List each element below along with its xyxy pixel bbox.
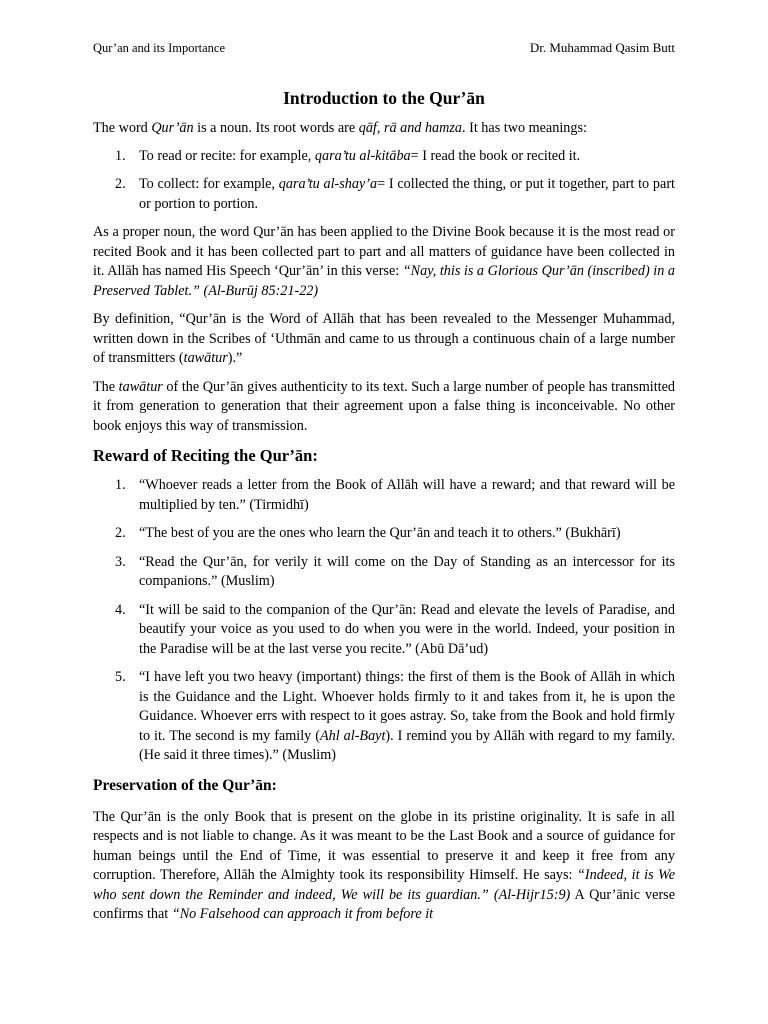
list-item: 2. To collect: for example, qara’tu al-shay’a= I collected the thing, or put it together, part to part or portion to portion.: [115, 176, 675, 212]
list-item: 5. “I have left you two heavy (important) things: the first of them is the Book of Allāh in which is the Guidance and the Light. Whoever holds firmly to it and takes from it, he is upon the Guidance. Whoever errs with respect to it goes astray. So, take from the Book and hold firmly to it. The second is my family (Ahl al-Bayt). I remind you by Allāh with regard to my family. (He said it three times).” (Muslim): [115, 669, 676, 763]
header-right: Dr. Muhammad Qasim Butt: [529, 40, 675, 55]
reward-heading: Reward of Reciting the Qur’ān:: [93, 446, 318, 465]
definition-paragraph: By definition, “Qur’ān is the Word of Allāh that has been revealed to the Messenger Muhammad, written down in the Scribes of ‘Uthmān and came to us through a continuous chain of a large number of transmitters (tawātur).”: [93, 311, 675, 366]
list-item: 1. “Whoever reads a letter from the Book of Allāh will have a reward; and that reward will be multiplied by ten.” (Tirmidhī): [115, 477, 675, 513]
list-item: 2. “The best of you are the ones who learn the Qur’ān and teach it to others.” (Bukhārī): [115, 525, 621, 541]
proper-noun-paragraph: As a proper noun, the word Qur’ān has been applied to the Divine Book because it is the most read or recited Book and it has been collected part to part and all matters of guidance have been collected in it. Allāh has named His Speech ‘Qur’ān’ in this verse: “Nay, this is a Glorious Qur’ān (inscribed) in a Preserved Tablet.” (Al-Burūj 85:21-22): [93, 224, 675, 299]
list-item: 1. To read or recite: for example, qara’tu al-kitāba= I read the book or recited it.: [115, 147, 581, 164]
list-item: 4. “It will be said to the companion of the Qur’ān: Read and elevate the levels of Paradise, and beautify your voice as you used to do when you were in the world. Indeed, your position in the Paradise will be at the last verse you recite.” (Abū Dā’ud): [115, 601, 675, 657]
tawatur-paragraph: The tawātur of the Qur’ān gives authenticity to its text. Such a large number of people has transmitted it from generation to generation that their agreement upon a false thing is inconceivable. No other book enjoys this way of transmission.: [93, 378, 676, 434]
preservation-paragraph: The Qur’ān is the only Book that is present on the globe in its pristine originality. It is safe in all respects and is not liable to change. As it was meant to be the Last Book and a source of guidance for human beings until the End of Time, it was essential to preserve it and keep it free from any corruption. Therefore, Allāh the Almighty took its responsibility Himself. He says: “Indeed, it is We who sent down the Reminder and indeed, We will be its guardian.” (Al-Hijr15:9) A Qur’ānic verse confirms that “No Falsehood can approach it from before it: [93, 808, 675, 922]
list-item: 3. “Read the Qur’ān, for verily it will come on the Day of Standing as an intercessor for its companions.” (Muslim): [115, 553, 675, 589]
document-page: [93, 40, 675, 934]
header-left: Qur’an and its Importance: [93, 41, 226, 55]
running-header: [93, 40, 675, 56]
reward-list: [93, 476, 675, 766]
intro-paragraph: The word Qur’ān is a noun. Its root words are qāf, rā and hamza. It has two meanings:: [93, 120, 587, 136]
preservation-heading: Preservation of the Qur’ān:: [93, 776, 277, 794]
meanings-list: [93, 147, 675, 215]
page-title: Introduction to the Qur’ān: [283, 88, 485, 108]
